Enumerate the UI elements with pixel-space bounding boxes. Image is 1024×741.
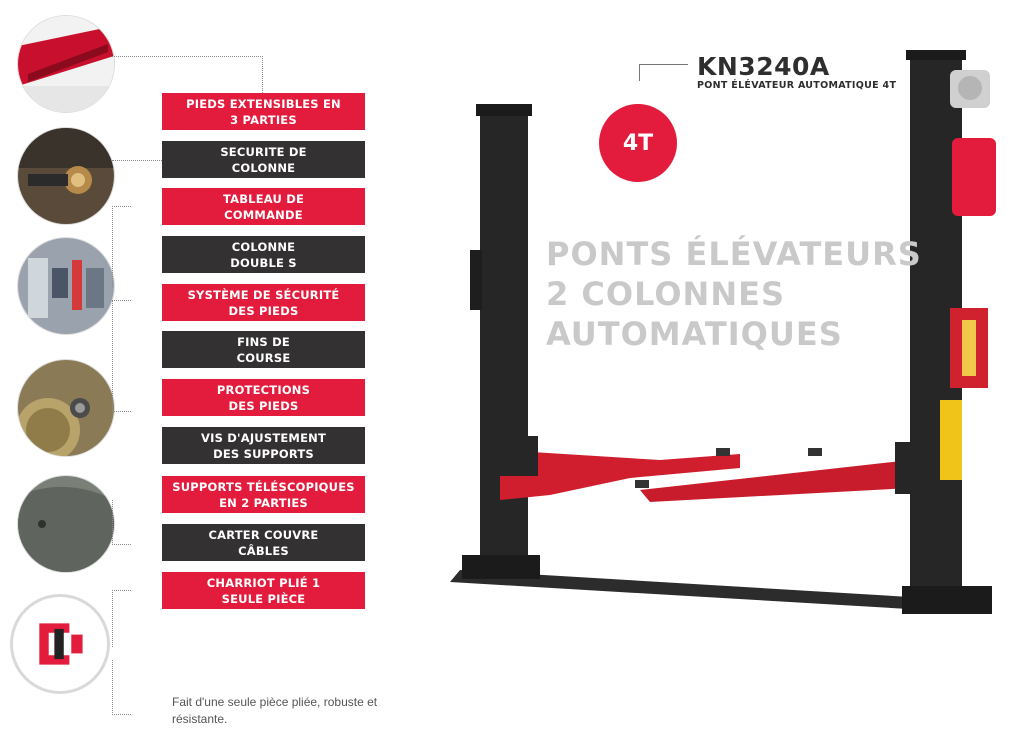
model-subtitle: PONT ÉLÉVATEUR AUTOMATIQUE 4T: [697, 80, 897, 91]
thumb-control-panel: [18, 238, 114, 334]
feature-5: SYSTÈME DE SÉCURITÉ DES PIEDS: [162, 284, 365, 321]
connector-3: [112, 206, 131, 287]
thumb-gear: [18, 360, 114, 456]
feature-9: SUPPORTS TÉLÉSCOPIQUES EN 2 PARTIES: [162, 476, 365, 513]
feature-2: SECURITE DE COLONNE: [162, 141, 365, 178]
feature-3: TABLEAU DE COMMANDE: [162, 188, 365, 225]
thumb-column-safety: [18, 128, 114, 224]
feature-10: CARTER COUVRE CÂBLES: [162, 524, 365, 561]
carriage-icon: [10, 594, 110, 694]
feature-7: PROTECTIONS DES PIEDS: [162, 379, 365, 416]
connector-6: [112, 590, 131, 647]
headline-line-1: PONTS ÉLÉVATEURS: [546, 235, 922, 273]
connector-5: [112, 500, 131, 545]
headline-line-2: 2 COLONNES: [546, 275, 786, 313]
feature-8: VIS D'AJUSTEMENT DES SUPPORTS: [162, 427, 365, 464]
connector-4: [112, 300, 131, 412]
connector-2: [112, 160, 162, 161]
feature-6: FINS DE COURSE: [162, 331, 365, 368]
connector-7: [112, 660, 131, 715]
thumb-extensible-feet: [18, 16, 114, 112]
capacity-badge: 4T: [599, 104, 677, 182]
feature-4: COLONNE DOUBLE S: [162, 236, 365, 273]
feature-11: CHARRIOT PLIÉ 1 SEULE PIÈCE: [162, 572, 365, 609]
thumb-cover: [18, 476, 114, 572]
carriage-caption: Fait d'une seule pièce pliée, robuste et résistante.: [172, 695, 378, 726]
headline-line-3: AUTOMATIQUES: [546, 315, 843, 353]
feature-1: PIEDS EXTENSIBLES EN 3 PARTIES: [162, 93, 365, 130]
title-leader-line: [639, 64, 688, 81]
model-code: KN3240A: [697, 52, 830, 81]
